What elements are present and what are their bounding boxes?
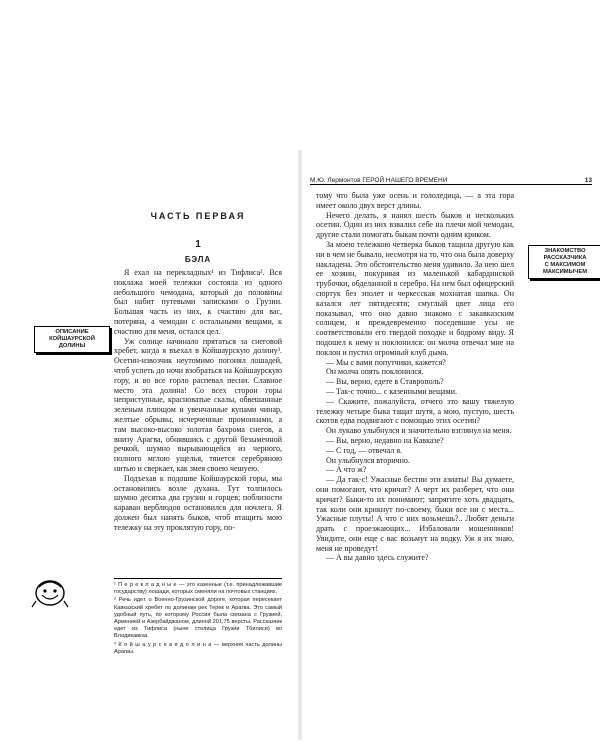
dialogue-line: — Вы, верно, едете в Ставрополь? — [326, 377, 444, 387]
dialogue-line: — Да так-с! Ужасные бестии эти азиаты! Вы думаете, они помогают, что кричат? А черт их разберет, что они кричат? Быки-то их понимают; запрягите хоть двадцать, так коли они крикнут по-своему, быки все ни с места... Ужасные плуты! А что с них возьмешь?.. Любят деньги драть с проезжающих... Избаловали мошенников! Увидите, они еще с вас возьмут на водку. Уж я их знаю, меня не проведут! — [316, 475, 514, 553]
dialogue-line: — Вы, верно, недавно на Кавказе? — [326, 435, 444, 445]
paragraph: Он лукаво улыбнулся и значительно взглянул на меня. — [326, 426, 512, 436]
footnote: ³ К о й ш а у р с к а я д о л и н а — верхняя часть долины Арагвы. — [114, 641, 282, 655]
paragraph: Он молча опять поклонился. — [326, 367, 424, 377]
paragraph: тому что была уже осень и гололедица, — а эта гора имеет около двух верст длины. — [316, 191, 514, 210]
margin-note-line: ЗНАКОМСТВО — [544, 248, 586, 254]
paragraph: Уж солнце начинало прятаться за снеговой хребет, когда я въехал в Койшаурскую долину³. Осетин-извозчик неутомимо погонял лошадей, чтоб успеть до ночи взобраться на Койшаурскую гору, и во все горло распевал песни. Славное место эта долина! Со всех сторон горы неприступные, красноватые скалы, обвешанные зеленым плющом и увенчанные купами чинар, желтые обрывы, исчерченные промоинами, а там высоко-высоко золотая бахрома снегов, а внизу Арагва, обнявшись с другой безыменной речкой, шумно вырывающейся из черного, полного мглою ущелья, тянется серебряною нитью и сверкает, как змея своею чешуею. — [114, 336, 282, 473]
margin-note-line: ДОЛИНЫ — [58, 343, 86, 349]
paragraph: Нечего делать, я нанял шесть быков и нескольких осетин. Один из них взвалил себе на плечи мой чемодан, другие стали помогать быкам почти одним криком. — [316, 210, 514, 240]
margin-note-line: КОЙШАУРСКОЙ — [49, 336, 95, 342]
dialogue-line: — С год, — отвечал я. — [326, 445, 403, 455]
dialogue-line: — Скажите, пожалуйста, отчего это вашу тяжелую тележку четыре быка тащат шутя, а мою, пустую, шесть скотов едва подвигают с помощью этих осетин? — [316, 396, 514, 426]
margin-note-valley — [34, 326, 110, 353]
margin-note-line: ОПИСАНИЕ — [55, 329, 89, 335]
page-number: 13 — [584, 177, 592, 184]
footnotes — [114, 578, 282, 657]
paragraph: Я ехал на перекладных¹ из Тифлиса². Вся поклажа моей тележки состояла из одного небольшого чемодана, который до половины был набит путевыми записками о Грузии. Большая часть из них, к счастию для вас, потеряна, а чемодан с остальными вещами, к счастию для меня, остался цел. — [114, 268, 282, 336]
publisher-logo-icon — [30, 575, 70, 609]
footnote: ¹ П е р е к л а д н ы е — это казенные (т.е. принадлежавшие государству) лошади, которых сменяли на почтовых станциях. — [114, 582, 282, 596]
left-body-text — [114, 268, 282, 533]
paragraph: За моею тележкою четверка быков тащила другую как ни в чем не бывало, несмотря на то, что она была доверху накладена. Это обстоятельство меня удивило. За нею шел ее хозяин, покуривая из маленькой кабардинской трубочки, обделанной в серебро. На нем был офицерский сюртук без эполет и черкесская мохнатая шапка. Он казался лет пятидесяти; смуглый цвет лица его показывал, что оно давно знакомо с закавказским солнцем, и преждевременно поседевшие усы не соответствовали его твердой походке и бодрому виду. Я подошел к нему и поклонился: он молча отвечал мне на поклон и пустил огромный клуб дыма. — [316, 239, 514, 357]
margin-note-line: С МАКСИМОМ — [544, 262, 586, 268]
margin-note-line: МАКСИМЫЧЕМ — [542, 269, 588, 275]
chapter-title: БЭЛА — [184, 255, 212, 264]
running-head-title: М.Ю. Лермонтов ГЕРОЙ НАШЕГО ВРЕМЕНИ — [310, 177, 448, 184]
margin-note-line: РАССКАЗЧИКА — [543, 255, 587, 261]
chapter-number: 1 — [195, 239, 201, 250]
paragraph: Подъехав к подошве Койшаурской горы, мы остановились возле духана. Тут толпилось шумно десятка два грузин и горцев; поблизости караван верблюдов остановился для ночлега. Я должен был нанять быков, чтоб втащить мою тележку на эту проклятую гору, по- — [114, 473, 282, 532]
dialogue-line: — А вы давно здесь служите? — [326, 553, 429, 563]
footnote: ² Речь идет о Военно-Грузинской дороге, которая пересекает Кавказский хребет по долинам рек Терек и Арагва. Это самый удобный путь, по которому Россия была связана с Грузией, Арменией и Азербайджаном, длиной 201,75 версты. Рассказчик едет из Тифлиса (ныне столица Грузии Тбилиси) во Владикавказ. — [114, 597, 282, 640]
dialogue-line: — А что ж? — [326, 465, 367, 475]
paragraph: Он улыбнулся вторично. — [326, 455, 410, 465]
dialogue-line: — Мы с вами попутчики, кажется? — [326, 357, 446, 367]
margin-note-meeting — [528, 245, 600, 279]
right-page — [300, 0, 600, 750]
part-title: ЧАСТЬ ПЕРВАЯ — [150, 211, 246, 221]
right-body-text — [316, 191, 514, 563]
dialogue-line: — Так-с точно... с казенными вещами. — [326, 386, 458, 396]
